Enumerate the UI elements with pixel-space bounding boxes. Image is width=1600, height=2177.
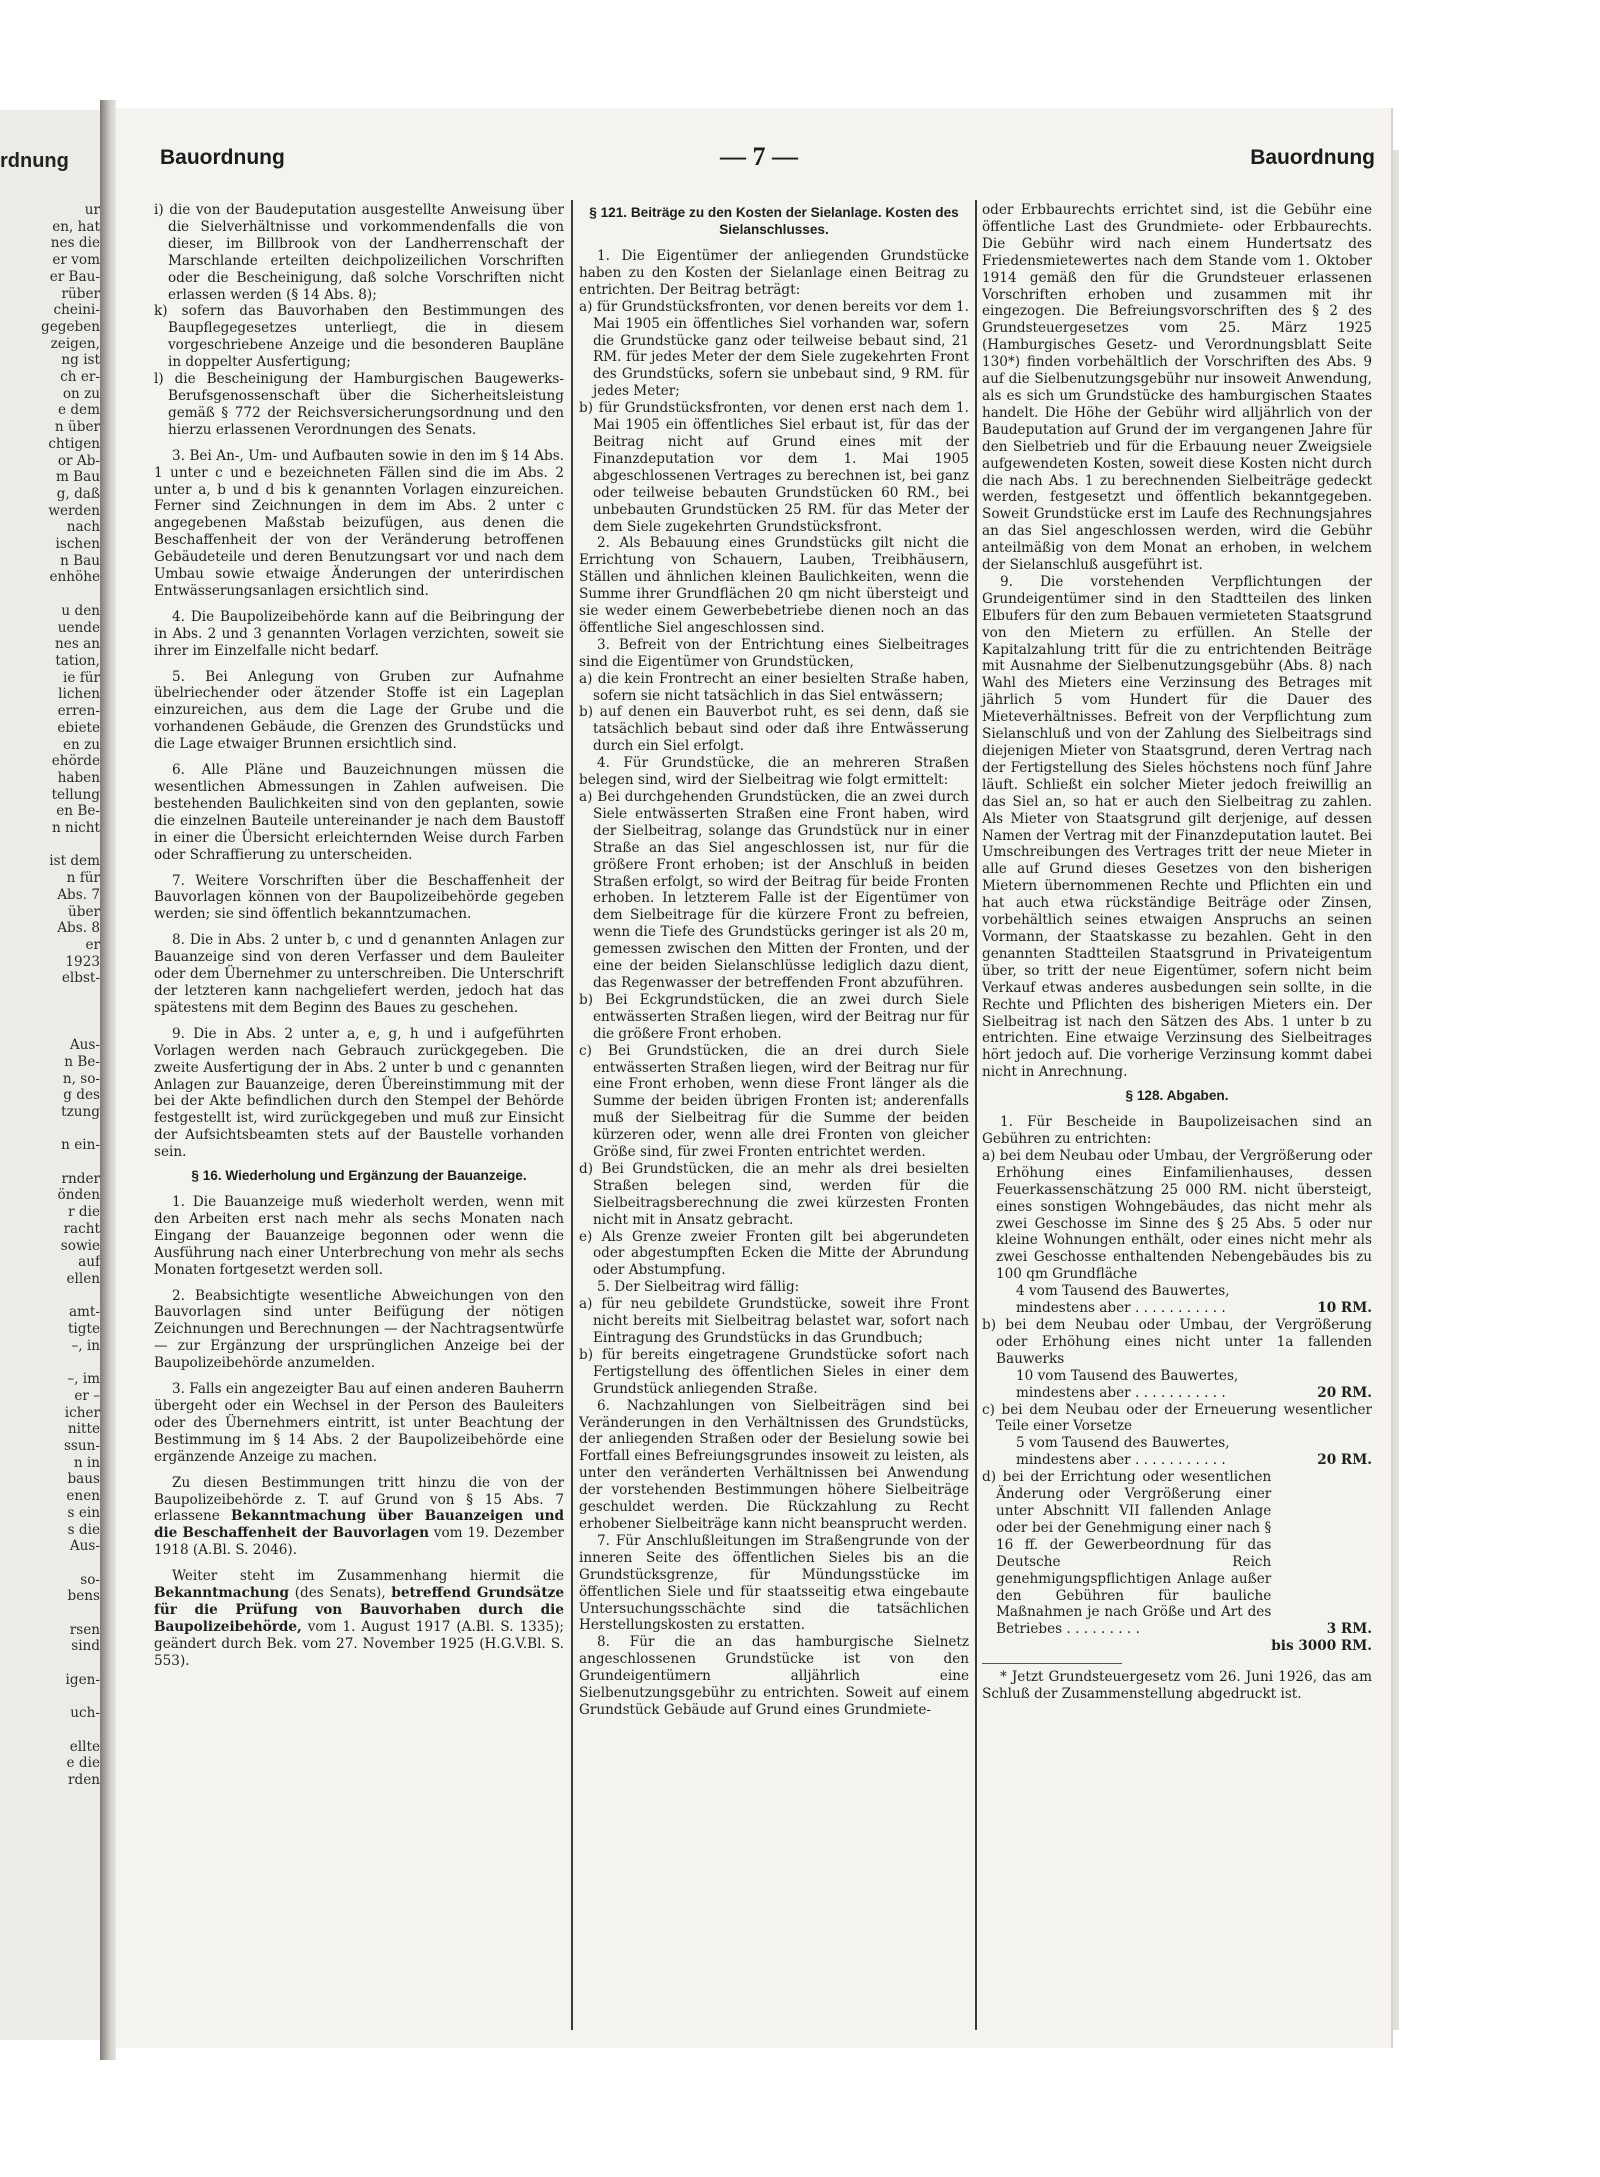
list-item: e) Als Grenze zweier Fronten gilt bei abgerundeten oder abgestumpften Ecken die Mitte der Abrundung oder Abstumpfung. [579, 1228, 969, 1279]
list-item: c) Bei Grundstücken, die an drei durch Siele entwässerten Straßen liegen, wird der Beitrag nur für eine Front erhoben, wenn diese Front länger als die Summe der beiden übrigen Fronten ist; anderenfalls muß der Sielbeitrag für die Summe der beiden kürzeren oder, wenn alle drei Fronten von gleicher Größe sind, für zwei Fronten entrichtet werden. [579, 1042, 969, 1161]
running-header [160, 142, 1375, 176]
document-page [116, 108, 1391, 2048]
column-rule [975, 200, 977, 2030]
list-item: b) für bereits eingetragene Grundstücke sofort nach Fertigstellung des öffentlichen Sieles in einer dem Grundstück anliegenden Straße. [579, 1346, 969, 1397]
paragraph: 4. Die Baupolizeibehörde kann auf die Beibringung der in Abs. 2 und 3 genannten Vorlagen verzichten, soweit sie ihrer im Einzelfalle nicht bedarf. [154, 608, 564, 659]
section-heading: § 121. Beiträge zu den Kosten der Sielanlage. Kosten des Sielanschlusses. [589, 205, 959, 237]
paragraph: 8. Für die an das hamburgische Sielnetz angeschlossenen Grundstücke ist von den Grundeigentümern alljährlich eine Sielbenutzungsgebühr zu entrichten. Soweit auf einem Grundstück Gebäude auf Grund eines Grundmiete- [579, 1634, 969, 1718]
page-number: — 7 — [720, 142, 798, 171]
fee-rate: 5 vom Tausend des Bauwertes, mindestens aber . . . . . . . . . . . [1016, 1435, 1230, 1469]
paragraph: 1. Die Bauanzeige muß wiederholt werden, wenn mit den Arbeiten erst nach mehr als sechs Monaten nach Eingang der Bauanzeige begonnen oder wenn die Ausführung nach einer Unterbrechung von mehr als sechs Monaten fortgesetzt werden soll. [154, 1194, 564, 1278]
paragraph: 1. Die Eigentümer der anliegenden Grundstücke haben zu den Kosten der Sielanlage einen Beitrag zu entrichten. Der Beitrag beträgt: [579, 248, 969, 298]
list-item: b) Bei Eckgrundstücken, die an zwei durch Siele entwässerten Straßen liegen, wird der Beitrag nur für die größere Front erhoben. [579, 991, 969, 1042]
paragraph: 5. Der Sielbeitrag wird fällig: [597, 1279, 800, 1296]
book-gutter [100, 100, 116, 2060]
footnote: * Jetzt Grundsteuergesetz vom 26. Juni 1926, das am Schluß der Zusammenstellung abgedruckt ist. [982, 1669, 1372, 1703]
fee-row [982, 1148, 1372, 1283]
fee-amount: 3 RM. [1326, 1621, 1372, 1638]
fee-row [982, 1638, 1372, 1655]
paragraph: oder Erbbaurechts errichtet sind, ist die Gebühr eine öffentliche Last des Grundmiete- oder Erbbaurechts. Die Gebühr wird nach einem Hundertsatz des Friedensmietewertes nach dem Stande vom 1. Oktober 1914 gemäß den für die Grundsteuer erlassenen Vorschriften erhoben und zusammen mit ihr eingezogen. Die Befreiungsvorschriften des § 2 des Grundsteuergesetzes vom 25. März 1925 (Hamburgisches Gesetz- und Verordnungsblatt Seite 130*) finden vorbehältlich der Vorschriften des Abs. 9 auf die Sielbenutzungsgebühr nur insoweit Anwendung, als es sich um Grundstücke des hamburgischen Staates handelt. Die Höhe der Gebühr wird alljährlich von der Baudeputation auf Grund der im vergangenen Jahre für den Sielbetrieb und für die Erbauung neuer Zweigsiele aufgewendeten Kosten, soweit diese Kosten nicht durch die nach Abs. 1 zu berechnenden Sielbeiträge gedeckt werden, festgesetzt und öffentlich bekanntgegeben. Soweit Grundstücke erst im Laufe des Rechnungsjahres an das Siel angeschlossen werden, wird die Gebühr anteilmäßig von dem Monat an erhoben, in welchem der Sielanschluß ausgeführt ist. [982, 202, 1372, 574]
fee-description: d) bei der Errichtung oder wesentlichen Änderung oder Vergrößerung einer unter Abschnitt VII fallenden Anlage oder bei der Genehmigung einer nach § 16 ff. der Gewerbeordnung für das Deutsche Reich genehmigungspflichtigen Anlage außer den Gebühren für bauliche Maßnahmen je nach Größe und Art des Betriebes . . . . . . . . . [982, 1469, 1272, 1638]
list-item: b) für Grundstücksfronten, vor denen erst nach dem 1. Mai 1905 ein öffentliches Siel erbaut ist, für das der Beitrag nicht auf Grund eines mit der Finanzdeputation vor dem 1. Mai 1905 abgeschlossenen Vertrages zu berechnen ist, bei ganz oder teilweise bebauten Grundstücken 60 RM., bei unbebauten Grundstücken 25 RM. für das Meter der dem Siele zugekehrten Grundstücksfront. [579, 400, 969, 535]
column-middle [579, 202, 969, 1719]
paragraph: 2. Beabsichtigte wesentliche Abweichungen von den Bauvorlagen sind unter Beifügung der nötigen Zeichnungen und Berechnungen — der Nachtragsentwürfe — zur Ergänzung der ursprünglichen Anzeige bei der Baupolizeibehörde anzumelden. [154, 1287, 564, 1372]
page-edge [1391, 150, 1399, 2030]
list-item: d) Bei Grundstücken, die an mehr als drei besielten Straßen belegen sind, werden für die Sielbeitragsberechnung die zwei kürzesten Fronten nicht mit in Ansatz gebracht. [579, 1160, 969, 1228]
fee-description: a) bei dem Neubau oder Umbau, der Vergrößerung oder Erhöhung eines Einfamilienhauses, dessen Feuerkassenschätzung 25 000 RM. nicht übersteigt, eines sonstigen Wohngebäudes, das nicht mehr als zwei Geschosse im Sinne des § 25 Abs. 5 oder nur kleine Wohnungen enthält, oder eines nicht mehr als zwei Geschosse enthaltenden Nebengebäudes bis zu 100 qm Grundfläche [982, 1147, 1372, 1283]
paragraph: 6. Alle Pläne und Bauzeichnungen müssen die wesentlichen Abmessungen in Zahlen aufweisen. Die bestehenden Baulichkeiten sind von den geplanten, sowie die einzelnen Bauteile untereinander je nach dem Baustoff in einer die Übersicht erleichternden Weise durch Farben oder Schraffierung zu unterscheiden. [154, 762, 564, 863]
paragraph: 9. Die in Abs. 2 unter a, e, g, h und i aufgeführten Vorlagen werden nach Gebrauch zurückgegeben. Die zweite Ausfertigung der in Abs. 2 unter b und c genannten Anlagen zur Bauanzeige, deren Übereinstimmung mit der bei der Akte befindlichen durch den Stempel der Behörde festgestellt ist, wird zurückgegeben und muß zur Einsicht der Aufsichtsbeamten stets auf der Baustelle vorhanden sein. [154, 1025, 564, 1161]
column-left [154, 202, 564, 1670]
fee-amount: 20 RM. [1317, 1384, 1372, 1401]
previous-page-edge [0, 110, 101, 2040]
paragraph: 7. Weitere Vorschriften über die Beschaffenheit der Bauvorlagen können von der Baupolizeibehörde gegeben werden; sie sind öffentlich bekanntzumachen. [154, 872, 564, 923]
paragraph: 3. Befreit von der Entrichtung eines Sielbeitrages sind die Eigentümer von Grundstücken, [579, 636, 969, 670]
column-right [982, 202, 1372, 1703]
fee-description: c) bei dem Neubau oder der Erneuerung wesentlicher Teile einer Vorsetze [982, 1401, 1372, 1435]
paragraph: 6. Nachzahlungen von Sielbeiträgen sind bei Veränderungen in den Verhältnissen des Grundstücks, der anliegenden Straßen oder der Besielung sowie bei Fortfall eines Befreiungsgrundes insoweit zu leisten, als unter den veränderten Verhältnissen bei Anwendung der vorstehenden Bestimmungen höhere Sielbeiträge geschuldet werden. Die Rückzahlung zu Recht erhobener Sielbeiträge kann nicht beansprucht werden. [579, 1397, 969, 1532]
note-paragraph: Weiter steht im Zusammenhang hiermit die Bekanntmachung (des Senats), betreffend Grundsätze für die Prüfung von Bauvorhaben durch die Baupolizeibehörde, vom 1. August 1917 (A.Bl. S. 1335); geändert durch Bek. vom 27. November 1925 (H.G.V.Bl. S. 553). [154, 1568, 564, 1669]
paragraph: 2. Als Bebauung eines Grundstücks gilt nicht die Errichtung von Schauern, Lauben, Treibhäusern, Ställen und ähnlichen kleinen Baulichkeiten, wenn die Summe ihrer Grundflächen 20 qm nicht übersteigt und sie weder einem Gewerbebetriebe dienen noch an das öffentliche Siel angeschlossen sind. [579, 535, 969, 636]
fee-row [982, 1317, 1372, 1368]
fee-row [982, 1469, 1372, 1638]
paragraph: 7. Für Anschlußleitungen im Straßengrunde von der inneren Seite des öffentlichen Sieles bis an die Grundstücksgrenze, für Mündungsstücke im öffentlichen Siele und für staatsseitig etwa eingebaute Untersuchungsschächte sind die tatsächlichen Herstellungskosten zu erstatten. [579, 1532, 969, 1634]
list-item: l) die Bescheinigung der Hamburgischen Baugewerks-Berufsgenossenschaft über die Sicherheitsleistung gemäß § 772 der Reichsversicherungsordnung und den hierzu erlassenen Verordnungen des Senats. [154, 371, 564, 438]
fee-amount: bis 3000 RM. [1271, 1638, 1372, 1655]
fee-description: b) bei dem Neubau oder Umbau, der Vergrößerung oder Erhöhung eines nicht unter 1a fallenden Bauwerks [982, 1317, 1372, 1367]
header-left-title: Bauordnung [160, 146, 285, 169]
paragraph: 1. Für Bescheide in Baupolizeisachen sind an Gebühren zu entrichten: [982, 1114, 1372, 1148]
list-item: k) sofern das Bauvorhaben den Bestimmungen des Baupflegegesetzes unterliegt, die in diesem vorgeschriebene Anzeige und die besonderen Baupläne in doppelter Ausfertigung; [154, 303, 564, 371]
note-paragraph: Zu diesen Bestimmungen tritt hinzu die von der Baupolizeibehörde z. T. auf Grund von § 15 Abs. 7 erlassene Bekanntmachung über Bauanzeigen und die Beschaffenheit der Bauvorlagen vom 19. Dezember 1918 (A.Bl. S. 2046). [154, 1474, 565, 1559]
paragraph: 9. Die vorstehenden Verpflichtungen der Grundeigentümer sind in den Stadtteilen des linken Elbufers für den zum Bebauen vermieteten Staatsgrund von den Mietern zu erfüllen. An Stelle der Kapitalzahlung tritt für die zu entrichtenden Beiträge mit Ausnahme der Sielbenutzungsgebühr (Abs. 8) nach Wahl des Mieters eine Verzinsung des Betrages mit jährlich 5 vom Hundert für die Dauer des Mieteverhältnisses. Befreit von der Verpflichtung zum Sielanschluß und von der Zahlung des Sielbeitrags sind diejenigen Mieter von Staatsgrund, deren Vertrag nach der Fertigstellung des Sieles höchstens noch fünf Jahre läuft. Schließt ein solcher Mieter jedoch freiwillig an das Siel an, so hat er auch den Sielbeitrag zu zahlen. Als Mieter von Staatsgrund gilt derjenige, auf dessen Namen der Vertrag mit der Finanzdeputation lautet. Bei Umschreibungen des Vertrages tritt der neue Mieter in alle auf Grund dieses Gesetzes von den bisherigen Mietern übernommenen Rechte und Pflichten ein und hat auch etwa rückständige Beiträge oder Zinsen, vorbehältlich seines etwaigen Anspruchs an seinen Vormann, der Staatskasse zu bezahlen. Geht in den genannten Stadtteilen Staatsgrund in Privateigentum über, so tritt der neue Eigentümer, sofern nicht beim Verkauf etwas anderes ausbedungen sein sollte, in die Rechte und Pflichten des bisherigen Mieters ein. Der Sielbeitrag ist nach den Sätzen des Abs. 1 unter b zu entrichten. Eine etwaige Verzinsung des Sielbeitrages hört jedoch auf. Die vorherige Verzinsung kommt dabei nicht in Anrechnung. [982, 573, 1372, 1081]
list-item: i) die von der Baudeputation ausgestellte Anweisung über die Sielverhältnisse und vorkommendenfalls die von dieser, im Billbrook von der Landherrenschaft der Marschlande erteilten deichpolizeilichen Vorschriften oder die Bescheinigung, daß solche Vorschriften nicht erlassen werden (§ 14 Abs. 8); [154, 202, 564, 303]
previous-page-text: ur en, hat nes die er vom er Bau- rüber cheini- gegeben zeigen, ng ist ch er- on zu e dem n über chtigen or Ab- m Bau g, daß werden nach ischen n Bau enhöhe u den uende nes an tation, ie für lichen erren- ebiete en zu ehörde haben tellung en Be- n nicht ist dem n für Abs. 7 über Abs. 8 er 1923 elbst- Aus- n Be- n, so- g des tzung n ein- rnder önden r die racht sowie auf ellen amt- tigte –, in –, im er – icher nitte ssun- n in baus enen s ein s die Aus- so- bens rsen sind igen- uch- ellte e die rden [41, 202, 100, 1789]
fee-rate: 4 vom Tausend des Bauwertes, mindestens aber . . . . . . . . . . . [1016, 1283, 1230, 1317]
fee-row [982, 1368, 1372, 1402]
fee-amount: 10 RM. [1317, 1300, 1372, 1317]
paragraph: 3. Bei An-, Um- und Aufbauten sowie in den im § 14 Abs. 1 unter c und e bezeichneten Fällen sind die im Abs. 2 unter a, b und d bis k genannten Vorlagen einzureichen. Ferner sind Zeichnungen in dem im Abs. 2 unter c angegebenen Maßstab beizufügen, aus denen die Beschaffenheit der von der Veränderung betroffenen Gebäudeteile und deren Benutzungsart vor und nach dem Umbau sowie etwaige Änderungen der unterirdischen Entwässerungsanlagen ersichtlich sind. [154, 447, 564, 599]
paragraph: 3. Falls ein angezeigter Bau auf einen anderen Bauherrn übergeht oder ein Wechsel in der Person des Bauleiters oder des Übernehmers eintritt, ist unter Beachtung der Bestimmung im § 14 Abs. 2 der Baupolizeibehörde eine ergänzende Anzeige zu machen. [154, 1381, 564, 1465]
paragraph: 4. Für Grundstücke, die an mehreren Straßen belegen sind, wird der Sielbeitrag wie folgt ermittelt: [579, 755, 969, 789]
bold-reference: betreffend Grundsätze für die Prüfung von Bauvorhaben durch die Baupolizeibehörde, [154, 1585, 564, 1635]
paragraph: 8. Die in Abs. 2 unter b, c und d genannten Anlagen zur Bauanzeige sind von deren Verfasser und dem Bauleiter oder dem Übernehmer zu unterschreiben. Die Unterschrift der letzteren kann nachgeliefert werden, jedoch hat das spätestens mit dem Beginn des Baues zu geschehen. [154, 932, 564, 1016]
section-heading: § 128. Abgaben. [1125, 1088, 1229, 1104]
bold-reference: Bekanntmachung über Bauanzeigen und die Beschaffenheit der Bauvorlagen [154, 1508, 564, 1542]
footnote-rule [982, 1663, 1122, 1665]
fee-table [982, 1148, 1372, 1655]
list-item: a) die kein Frontrecht an einer besielten Straße haben, sofern sie nicht tatsächlich in das Siel entwässern; [579, 670, 969, 704]
fee-amount: 20 RM. [1317, 1452, 1372, 1469]
fee-row [982, 1283, 1372, 1317]
fee-rate: 10 vom Tausend des Bauwertes, mindestens aber . . . . . . . . . . . [1016, 1367, 1239, 1401]
list-item: b) auf denen ein Bauverbot ruht, es sei denn, daß sie tatsächlich bebaut sind oder daß ihre Entwässerung durch ein Siel erfolgt. [579, 704, 969, 755]
paragraph: 5. Bei Anlegung von Gruben zur Aufnahme übelriechender oder ätzender Stoffe ist ein Lageplan einzureichen, aus dem die Lage der Grube und die vorhandenen Gebäude, die Grenzen des Grundstücks und die Lage etwaiger Brunnen ersichtlich sind. [154, 668, 564, 753]
previous-page-header: rdnung [0, 150, 69, 172]
column-rule [571, 200, 573, 2030]
list-item: a) für Grundstücksfronten, vor denen bereits vor dem 1. Mai 1905 ein öffentliches Siel vorhanden war, sofern die Grundstücke ganz oder teilweise bebaut sind, 21 RM. für jedes Meter der dem Siele zugekehrten Front des Grundstücks, sofern sie unbebaut sind, 9 RM. für jedes Meter; [579, 298, 969, 400]
section-heading: § 16. Wiederholung und Ergänzung der Bauanzeige. [191, 1168, 527, 1184]
list-item: a) Bei durchgehenden Grundstücken, die an zwei durch Siele entwässerten Straßen eine Front haben, wird der Sielbeitrag, solange das Grundstück nur in einer Straße an das Siel angeschlossen ist, nur für die größere Front erhoben; ist der Anschluß in beiden Straßen erfolgt, so wird der Beitrag für beide Fronten erhoben. In letzterem Falle ist der Eigentümer von dem Sielbeitrage für die kürzere Front zu befreien, wenn die Tiefe des Grundstücks geringer ist als 20 m, gemessen zwischen den Mitten der Fronten, und der eine der beiden Sielanschlüsse lediglich dazu dient, das Regenwasser der betreffenden Front abzuführen. [579, 789, 969, 991]
header-right-title: Bauordnung [1250, 146, 1375, 169]
bold-reference: Bekanntmachung [154, 1585, 290, 1602]
fee-row [982, 1435, 1372, 1469]
list-item: a) für neu gebildete Grundstücke, soweit ihre Front nicht bereits mit Sielbeitrag belastet war, sofort nach Eintragung des Grundstücks in das Grundbuch; [579, 1296, 969, 1346]
fee-row [982, 1402, 1372, 1436]
